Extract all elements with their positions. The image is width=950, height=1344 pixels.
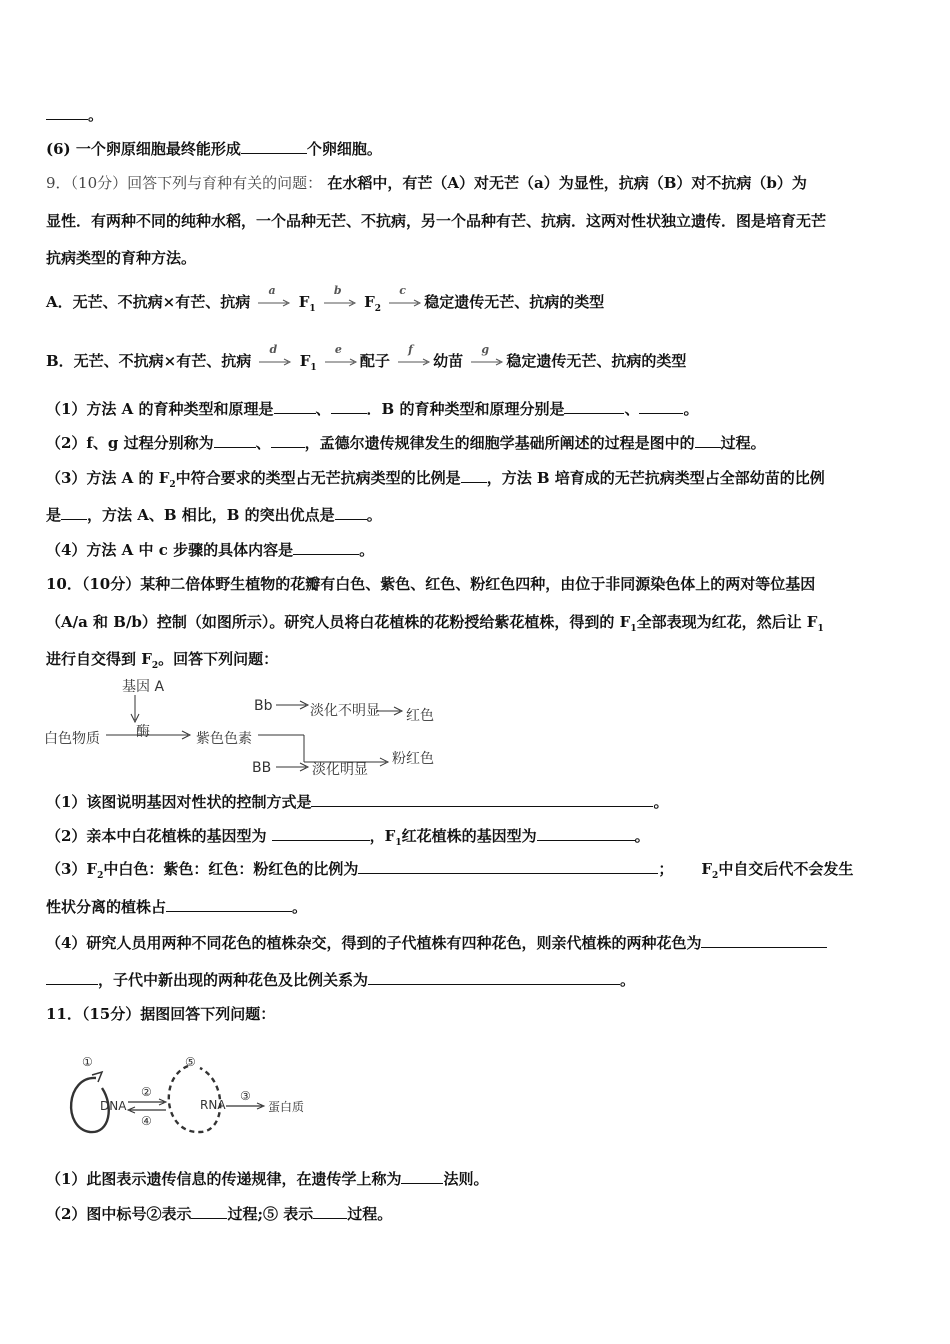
q10-sub4-cont: ，子代中新出现的两种花色及比例关系为 。 bbox=[46, 969, 635, 990]
answer-blank[interactable] bbox=[166, 897, 292, 912]
q11-intro: 11．（15分）据图回答下列问题： bbox=[46, 1005, 276, 1023]
q10-sub1: （1）该图说明基因对性状的控制方式是 。 bbox=[46, 793, 669, 811]
white-substance-label: 白色物质 bbox=[44, 731, 100, 747]
prev-answer-tail: 。 bbox=[46, 104, 103, 125]
answer-blank[interactable] bbox=[293, 540, 359, 555]
enzyme-label: 酶 bbox=[136, 724, 150, 740]
answer-blank[interactable] bbox=[274, 399, 316, 414]
arrow-b-icon: b bbox=[323, 296, 357, 310]
answer-blank[interactable] bbox=[639, 399, 683, 414]
answer-blank[interactable] bbox=[241, 139, 307, 154]
q9-sub3-cont: 是 ，方法 A、B 相比，B 的突出优点是 。 bbox=[46, 506, 382, 524]
answer-blank[interactable] bbox=[46, 970, 98, 985]
answer-blank[interactable] bbox=[61, 505, 87, 520]
answer-blank[interactable] bbox=[701, 933, 827, 948]
protein-label: 蛋白质 bbox=[268, 1100, 305, 1114]
central-dogma-arrows bbox=[60, 1048, 320, 1138]
label-5: ⑤ bbox=[185, 1055, 196, 1069]
arrow-d-icon: d bbox=[258, 355, 292, 369]
arrow-g-icon: g bbox=[470, 355, 504, 369]
answer-blank[interactable] bbox=[313, 1204, 347, 1219]
q9-intro-line2: 显性．有两种不同的纯种水稻，一个品种无芒、不抗病，另一个品种有芒、抗病．这两对性状独立遗传．图是培育无芒 bbox=[46, 212, 827, 230]
q8-part6: (6) 一个卵原细胞最终能形成 个卵细胞。 bbox=[46, 140, 382, 158]
q10-intro-line1: 10．（10分）某种二倍体野生植物的花瓣有白色、紫色、红色、粉红色四种，由位于非同源染色体上的两对等位基因 bbox=[46, 575, 816, 593]
q9-sub1: （1）方法 A 的育种类型和原理是 、 ．B 的育种类型和原理分别是 、 。 bbox=[46, 400, 699, 418]
answer-blank[interactable] bbox=[46, 105, 88, 120]
bb-heterozygous-label: Bb bbox=[254, 698, 273, 714]
q9-sub4: （4）方法 A 中 c 步骤的具体内容是 。 bbox=[46, 541, 375, 559]
q9-sub3: （3）方法 A 的 $F_2$中符合要求的类型占无芒抗病类型的比例是 ，方法 B 培育成的无芒抗病类型占全部幼苗的比例 bbox=[46, 469, 825, 490]
arrow-c-icon: c bbox=[388, 296, 422, 310]
q9-method-b: B．无芒、不抗病×有芒、抗病 d $F_1$ e 配子 f 幼苗 g 稳定遗传无芒、抗病的类型 bbox=[46, 343, 687, 373]
q10-intro-line3: 进行自交得到 $F_2$。回答下列问题： bbox=[46, 650, 279, 671]
q10-sub4: （4）研究人员用两种不同花色的植株杂交，得到的子代植株有四种花色，则亲代植株的两种花色为 bbox=[46, 932, 827, 953]
arrow-e-icon: e bbox=[324, 355, 358, 369]
q9-sub2: （2）f、g 过程分别称为 、 ，孟德尔遗传规律发生的细胞学基础所阐述的过程是图中的 过程。 bbox=[46, 434, 766, 452]
gene-a-label: 基因 A bbox=[122, 679, 165, 695]
answer-blank[interactable] bbox=[537, 826, 635, 841]
q10-sub2: （2）亲本中白花植株的基因型为 ，$F_1$红花植株的基因型为 。 bbox=[46, 827, 650, 848]
q9-intro-line3: 抗病类型的育种方法。 bbox=[46, 249, 197, 267]
answer-blank[interactable] bbox=[311, 792, 653, 807]
arrow-f-icon: f bbox=[397, 355, 431, 369]
pigment-pathway-diagram bbox=[44, 676, 454, 780]
q10-sub3-cont: 性状分离的植株占 。 bbox=[46, 898, 308, 916]
q10-intro-line2: （A/a 和 B/b）控制（如图所示）。研究人员将白花植株的花粉授给紫花植株，得到的 $F_1$全部表现为红花，然后让 $F_1$ bbox=[46, 613, 824, 634]
q9-method-a: A．无芒、不抗病×有芒、抗病 a $F_1$ b $F_2$ c 稳定遗传无芒、抗病的类型 bbox=[46, 284, 605, 314]
answer-blank[interactable] bbox=[272, 826, 370, 841]
rna-label: RNA bbox=[200, 1098, 226, 1112]
bb-homozygous-label: BB bbox=[252, 760, 272, 776]
answer-blank[interactable] bbox=[331, 399, 367, 414]
answer-blank[interactable] bbox=[564, 399, 624, 414]
label-3: ③ bbox=[240, 1089, 251, 1103]
answer-blank[interactable] bbox=[271, 433, 305, 448]
label-2: ② bbox=[141, 1085, 152, 1099]
label-1: ① bbox=[82, 1055, 93, 1069]
arrow-a-icon: a bbox=[257, 296, 291, 310]
q10-sub3: $(3)F_2$中白色：紫色：红色：粉红色的比例为 ； $F_2$中自交后代不会发生 bbox=[46, 860, 854, 881]
answer-blank[interactable] bbox=[461, 468, 487, 483]
strong-fading-label: 淡化明显 bbox=[312, 762, 368, 778]
answer-blank[interactable] bbox=[191, 1204, 227, 1219]
label-4: ④ bbox=[141, 1114, 152, 1128]
weak-fading-label: 淡化不明显 bbox=[310, 703, 380, 719]
answer-blank[interactable] bbox=[214, 433, 256, 448]
answer-blank[interactable] bbox=[358, 859, 658, 874]
q11-sub2: （2）图中标号②表示 过程;⑤ 表示 过程。 bbox=[46, 1205, 393, 1223]
purple-pigment-label: 紫色色素 bbox=[196, 731, 252, 747]
answer-blank[interactable] bbox=[695, 433, 721, 448]
answer-blank[interactable] bbox=[335, 505, 367, 520]
answer-blank[interactable] bbox=[368, 970, 620, 985]
answer-blank[interactable] bbox=[401, 1169, 443, 1184]
pink-label: 粉红色 bbox=[392, 751, 434, 767]
dna-label: DNA bbox=[100, 1099, 127, 1113]
red-label: 红色 bbox=[406, 708, 434, 724]
central-dogma-diagram bbox=[60, 1048, 320, 1138]
q11-sub1: （1）此图表示遗传信息的传递规律，在遗传学上称为 法则。 bbox=[46, 1170, 489, 1188]
q9-intro-line1: 9．（10分）回答下列与育种有关的问题： 在水稻中，有芒（A）对无芒（a）为显性，抗病（B）对不抗病（b）为 bbox=[46, 174, 807, 192]
